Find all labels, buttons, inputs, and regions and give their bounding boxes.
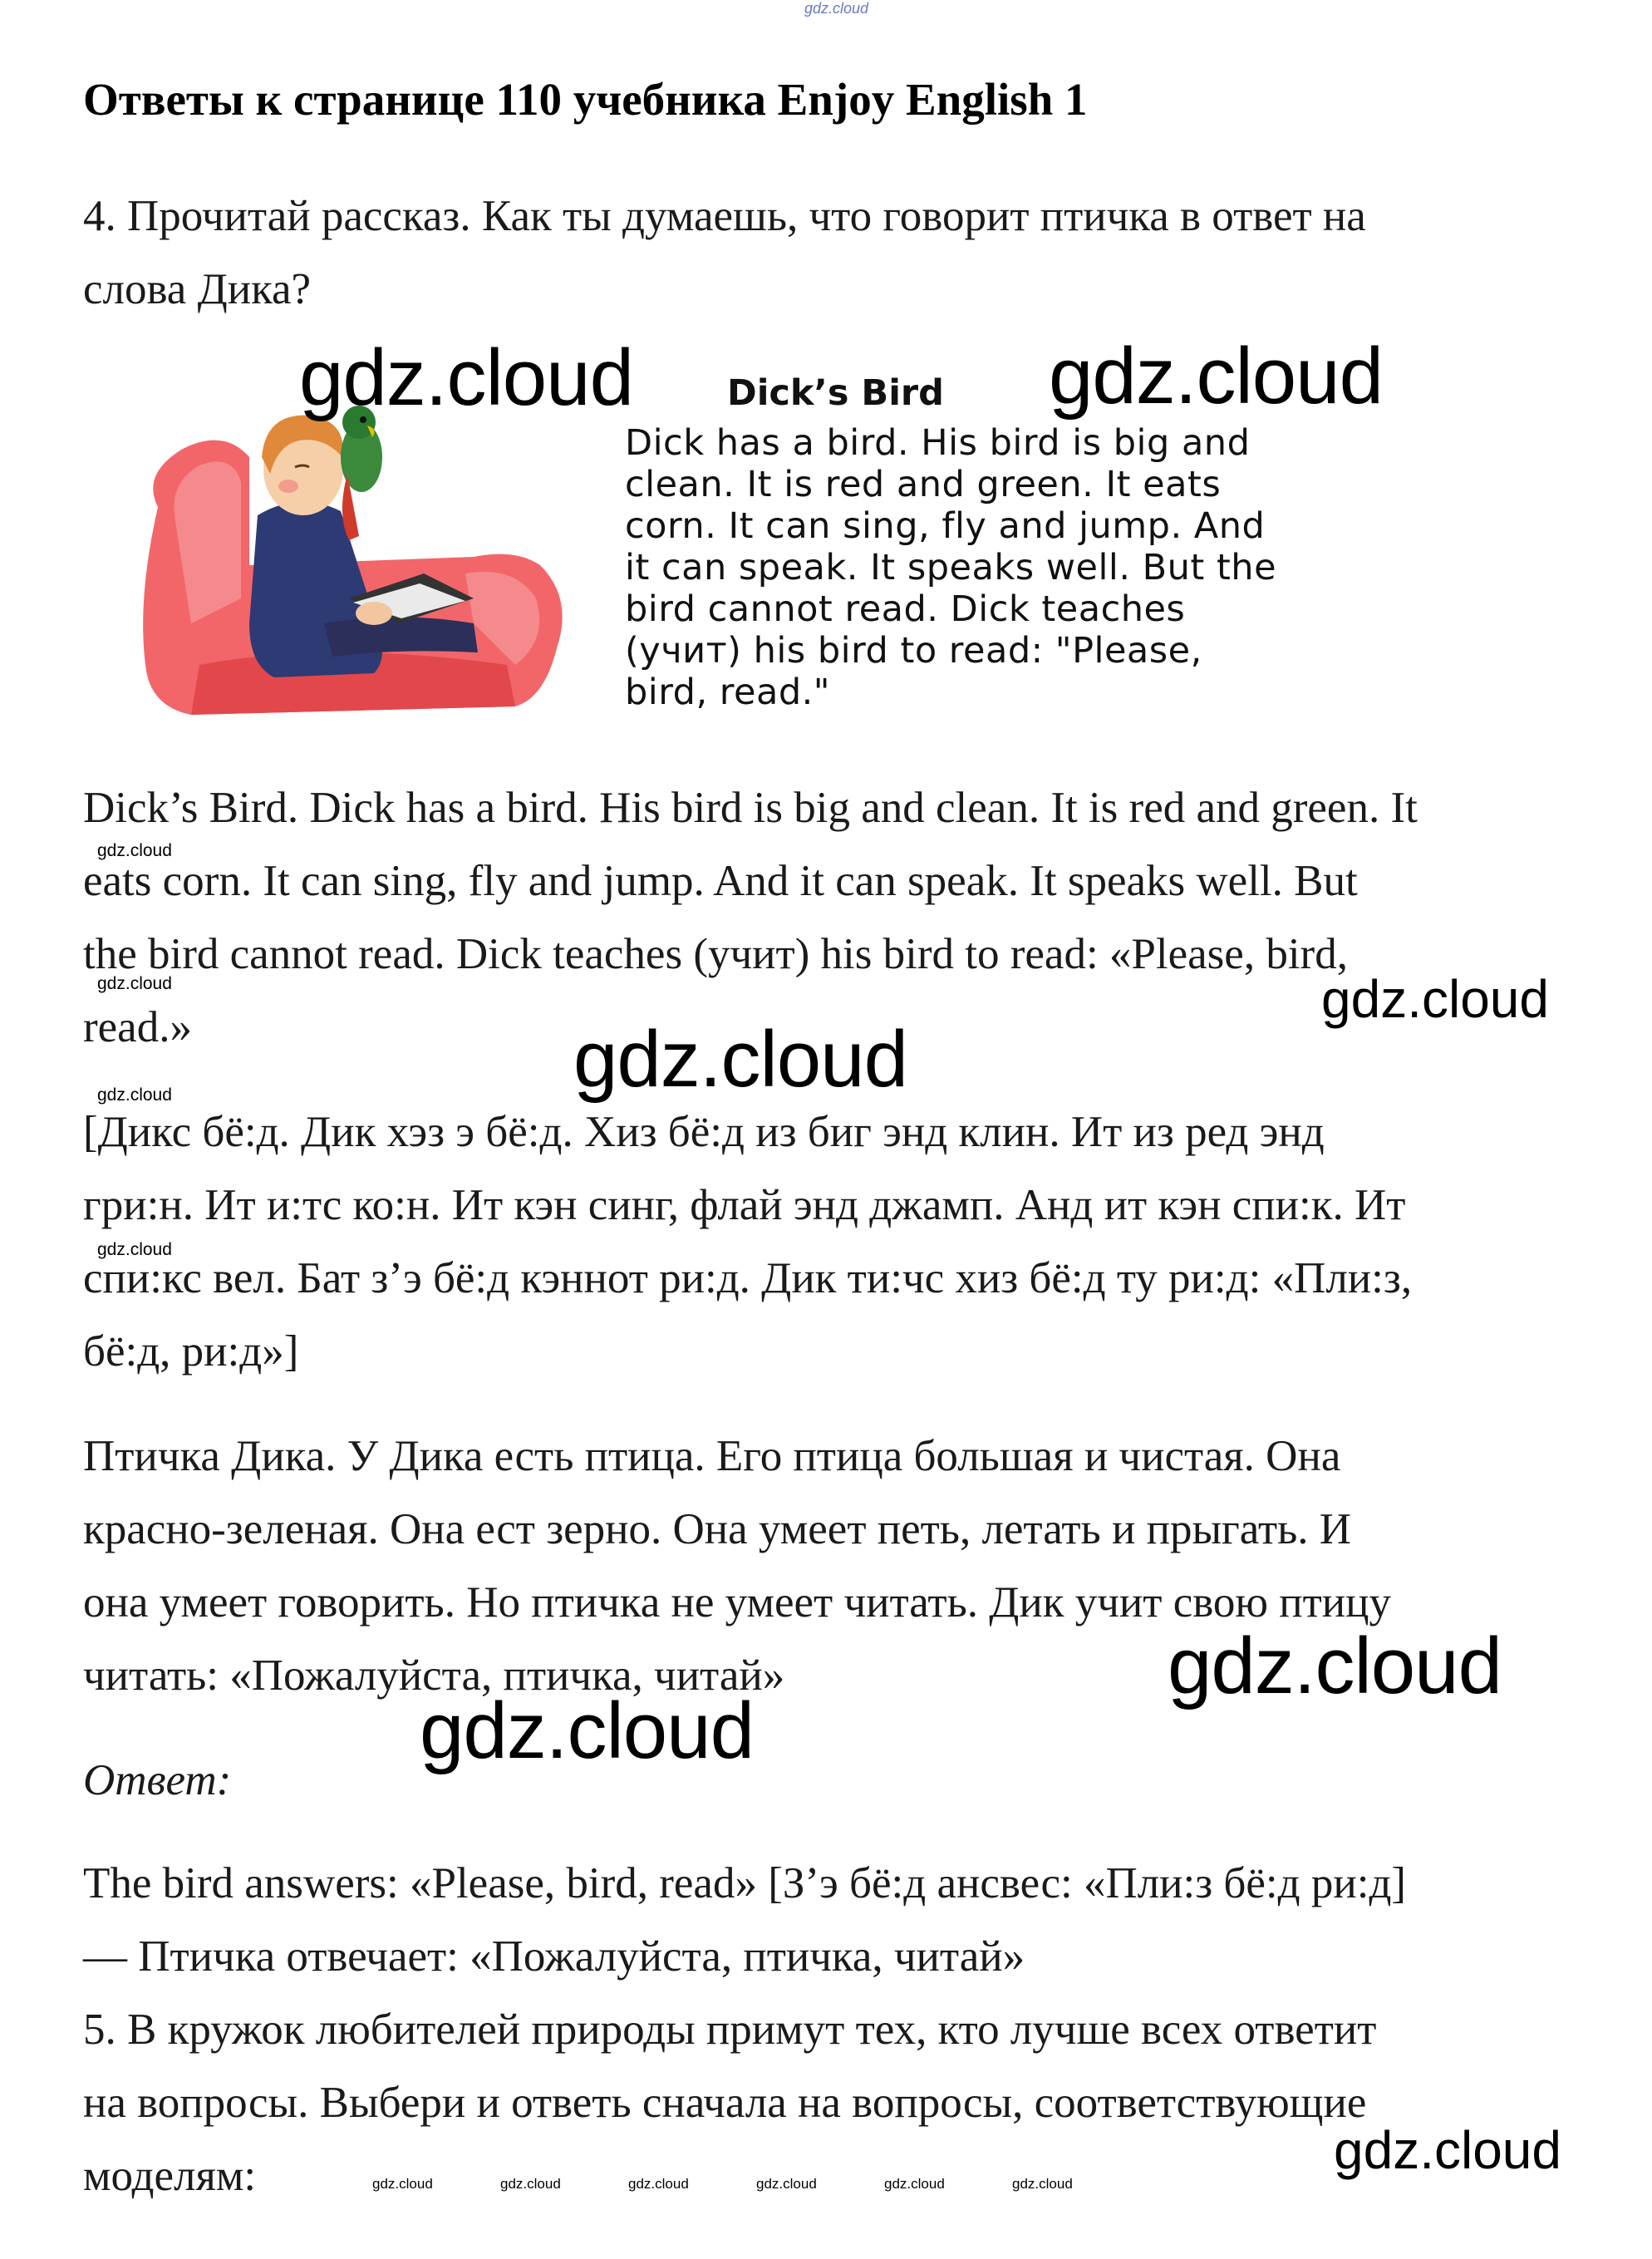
transcription-line-3: спи:кс вел. Бат з’э бё:д кэннот ри:д. Дик ти:чс хиз бё:д ту ри:д: «Пли:з,	[83, 1254, 1413, 1302]
story-line: bird cannot read. Dick teaches	[625, 588, 1186, 630]
watermark-small: gdz.cloud	[756, 2176, 817, 2192]
watermark-small: gdz.cloud	[628, 2176, 689, 2192]
watermark-small: gdz.cloud	[884, 2176, 945, 2192]
watermark-small: gdz.cloud	[97, 974, 172, 993]
story-line: corn. It can sing, fly and jump. And	[625, 505, 1266, 547]
story-title: Dick’s Bird	[727, 372, 944, 414]
watermark: gdz.cloud	[1334, 2120, 1561, 2180]
transcription-line-2: гри:н. Ит и:тс ко:н. Ит кэн синг, флай энд джамп. Анд ит кэн спи:к. Ит	[83, 1181, 1406, 1229]
watermark: gdz.cloud	[420, 1686, 754, 1775]
story-line: it can speak. It speaks well. But the	[625, 547, 1277, 588]
english-line-2: eats corn. It can sing, fly and jump. And it can speak. It speaks well. But	[83, 857, 1358, 905]
watermark-small: gdz.cloud	[1012, 2176, 1073, 2192]
english-line-1: Dick’s Bird. Dick has a bird. His bird is big and clean. It is red and green. It	[83, 784, 1418, 832]
task5-line-2: на вопросы. Выбери и ответь сначала на вопросы, соответствующие	[83, 2079, 1367, 2127]
watermark-small: gdz.cloud	[97, 1085, 172, 1105]
task4-line-1: 4. Прочитай рассказ. Как ты думаешь, что говорит птичка в ответ на	[83, 192, 1366, 240]
english-line-4: read.»	[83, 1003, 192, 1051]
transcription-line-4: бё:д, ри:д»]	[83, 1327, 299, 1376]
page-title: Ответы к странице 110 учебника Enjoy English 1	[83, 74, 1088, 125]
watermark-small: gdz.cloud	[97, 841, 172, 860]
translation-line-3: она умеет говорить. Но птичка не умеет читать. Дик учит свою птицу	[83, 1578, 1391, 1627]
watermark-small: gdz.cloud	[372, 2176, 433, 2192]
translation-line-2: красно-зеленая. Она ест зерно. Она умеет петь, летать и прыгать. И	[83, 1505, 1352, 1553]
translation-line-4: читать: «Пожалуйста, птичка, читай»	[83, 1651, 785, 1700]
answer-label: Ответ:	[83, 1756, 232, 1804]
answer-line-2: — Птичка отвечает: «Пожалуйста, птичка, читай»	[83, 1932, 1025, 1981]
story-line: bird, read."	[625, 672, 831, 713]
watermark: gdz.cloud	[1168, 1622, 1502, 1710]
watermark: gdz.cloud	[1049, 332, 1383, 421]
watermark: gdz.cloud	[299, 333, 633, 422]
task4-line-2: слова Дика?	[83, 265, 312, 313]
answer-line-1: The bird answers: «Please, bird, read» [З’э бё:д ансвес: «Пли:з бё:д ри:д]	[83, 1859, 1407, 1907]
story-line: clean. It is red and green. It eats	[625, 464, 1222, 505]
task5-line-1: 5. В кружок любителей природы примут тех, кто лучше всех ответит	[83, 2006, 1377, 2054]
watermark-small: gdz.cloud	[500, 2176, 561, 2192]
story-line: Dick has a bird. His bird is big and	[625, 422, 1251, 464]
watermark: gdz.cloud	[1321, 969, 1549, 1029]
story-line: (учит) his bird to read: "Please,	[625, 630, 1202, 672]
watermark-small: gdz.cloud	[97, 1240, 172, 1259]
watermark-top: gdz.cloud	[804, 0, 869, 17]
english-line-3: the bird cannot read. Dick teaches (учит) his bird to read: «Please, bird,	[83, 930, 1348, 978]
translation-line-1: Птичка Дика. У Дика есть птица. Его птица большая и чистая. Она	[83, 1432, 1341, 1480]
watermark: gdz.cloud	[573, 1015, 907, 1104]
transcription-line-1: [Дикс бё:д. Дик хэз э бё:д. Хиз бё:д из биг энд клин. Ит из ред энд	[83, 1108, 1325, 1156]
task5-line-3: моделям:	[83, 2152, 257, 2200]
